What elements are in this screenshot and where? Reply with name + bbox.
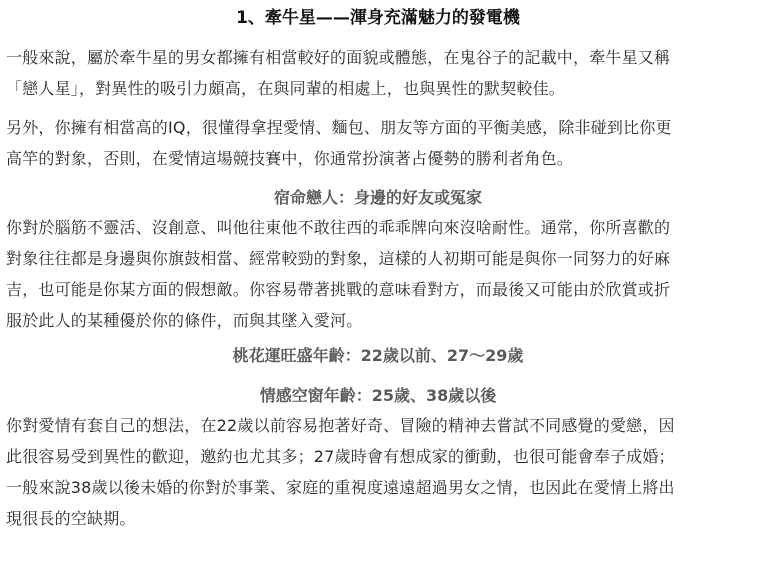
paragraph-line: 你對於腦筋不靈活、沒創意、叫他往東他不敢往西的乖乖牌向來沒啥耐性。通常，你所喜歡的: [6, 218, 671, 237]
subheading-peach-blossom-age: 桃花運旺盛年齡：22歲以前、27～29歲: [232, 346, 524, 365]
paragraph-line: 高竿的對象，否則，在愛情這場競技賽中，你通常扮演著占優勢的勝利者角色。: [6, 149, 574, 168]
paragraph-line: 另外，你擁有相當高的IQ，很懂得拿捏愛情、麵包、朋友等方面的平衡美感，除非碰到比你更: [6, 118, 672, 137]
paragraph-love-views: [6, 410, 750, 534]
paragraph-gap: [6, 104, 750, 112]
paragraph-line: 你對愛情有套自己的想法，在22歲以前容易抱著好奇、冒險的精神去嘗試不同感覺的愛戀，因: [6, 416, 675, 435]
paragraph-line: 此很容易受到異性的歡迎，邀約也尤其多；27歲時會有想成家的衝動，也很可能會奉子成婚；: [6, 447, 675, 466]
paragraph-line: 現很長的空缺期。: [6, 509, 136, 528]
paragraph-destined-lover: [6, 212, 750, 336]
paragraph-line: 服於此人的某種優於你的條件，而與其墜入愛河。: [6, 311, 363, 330]
subheading-vacancy-age: 情感空窗年齡：25歲、38歲以後: [259, 386, 497, 405]
paragraph-line: 吉，也可能是你某方面的假想敵。你容易帶著挑戰的意味看對方，而最後又可能由於欣賞或折: [6, 280, 671, 299]
paragraph-line: 對象往往都是身邊與你旗鼓相當、經常較勁的對象，這樣的人初期可能是與你一同努力的好麻: [6, 249, 671, 268]
article-title: 1、牽牛星——渾身充滿魅力的發電機: [236, 8, 520, 28]
subheading-destined-lover: 宿命戀人：身邊的好友或冤家: [273, 188, 482, 207]
paragraph-iq: [6, 112, 750, 174]
paragraph-line: 「戀人星」，對異性的吸引力頗高，在與同輩的相處上，也與異性的默契較佳。: [6, 79, 566, 98]
paragraph-line: 一般來說38歲以後未婚的你對於事業、家庭的重視度遠遠超過男女之情，也因此在愛情上將出: [6, 478, 675, 497]
paragraph-line: 一般來說，屬於牽牛星的男女都擁有相當較好的面貌或體態，在鬼谷子的記載中，牽牛星又稱: [6, 48, 671, 67]
paragraph-intro: [6, 42, 750, 104]
